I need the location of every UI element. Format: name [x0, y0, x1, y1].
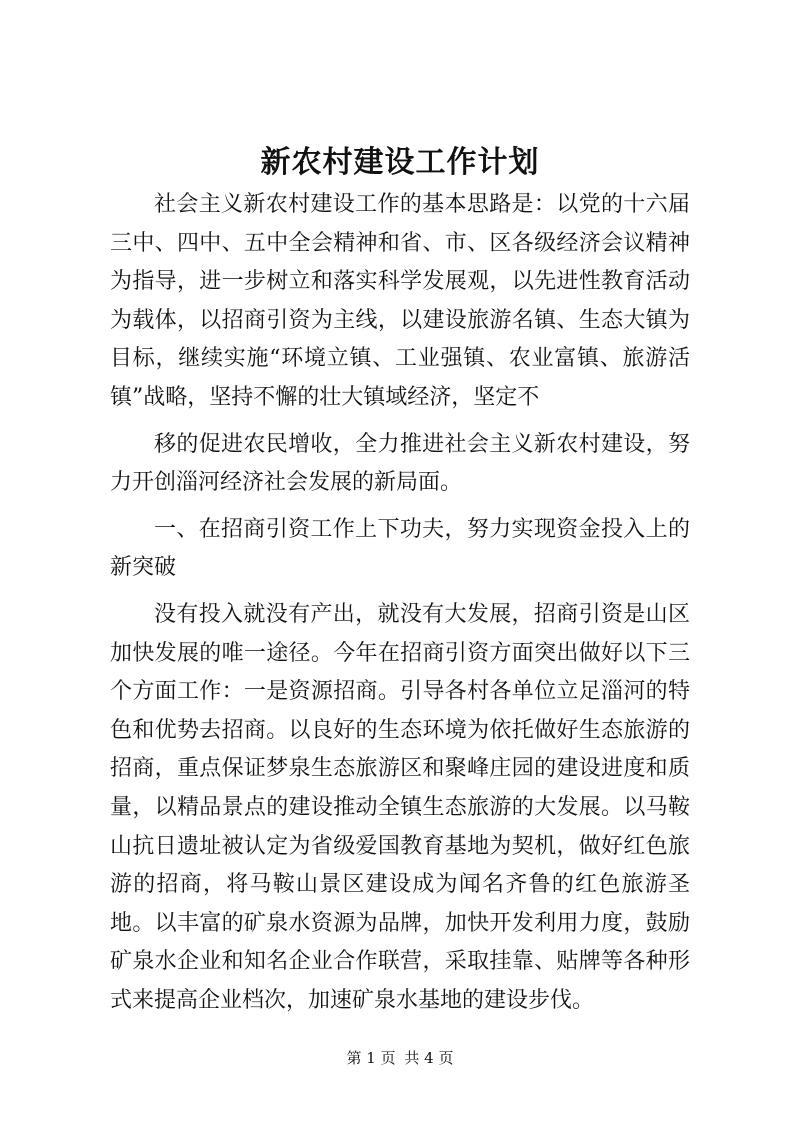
paragraph-investment-details: 没有投入就没有产出，就没有大发展，招商引资是山区加快发展的唯一途径。今年在招商引资方面突出做好以下三个方面工作：一是资源招商。引导各村各单位立足淄河的特色和优势去招商。以良好的生态环境为依托做好生态旅游的招商，重点保证梦泉生态旅游区和聚峰庄园的建设进度和质量，以精品景点的建设推动全镇生态旅游的大发展。以马鞍山抗日遗址被认定为省级爱国教育基地为契机，做好红色旅游的招商，将马鞍山景区建设成为闻名齐鲁的红色旅游圣地。以丰富的矿泉水资源为品牌，加快开发利用力度，鼓励矿泉水企业和知名企业合作联营，采取挂靠、贴牌等各种形式来提高企业档次，加速矿泉水基地的建设步伐。 [110, 601, 690, 1013]
section-heading-investment: 一、在招商引资工作上下功夫，努力实现资金投入上的新突破 [110, 516, 690, 581]
page-total: 共 4 页 [404, 1049, 454, 1067]
document-title: 新农村建设工作计划 [260, 145, 540, 180]
paragraph-continuation: 移的促进农民增收，全力推进社会主义新农村建设，努力开创淄河经济社会发展的新局面。 [110, 431, 690, 496]
paragraph-guiding-idea: 社会主义新农村建设工作的基本思路是：以党的十六届三中、四中、五中全会精神和省、市、区各级经济会议精神为指导，进一步树立和落实科学发展观，以先进性教育活动为载体，以招商引资为主线，以建设旅游名镇、生态大镇为目标，继续实施“环境立镇、工业强镇、农业富镇、旅游活镇”战略，坚持不懈的壮大镇域经济，坚定不 [110, 192, 690, 410]
document-body [110, 186, 690, 1020]
page-number: 第 1 页 [346, 1049, 396, 1067]
page-footer [0, 1048, 800, 1068]
